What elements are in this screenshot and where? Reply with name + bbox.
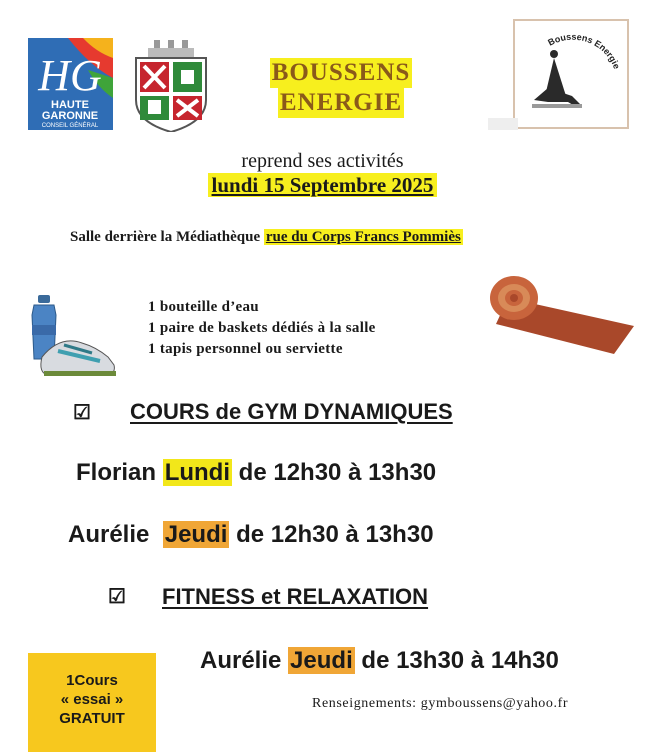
checkbox-icon-fitness: ☑ xyxy=(108,586,126,608)
restart-date-text: lundi 15 Septembre 2025 xyxy=(208,173,438,197)
coach-name: Florian xyxy=(76,459,157,486)
location-prefix: Salle derrière la Médiathèque xyxy=(70,229,261,245)
svg-text:HAUTE: HAUTE xyxy=(51,99,89,111)
club-title xyxy=(252,58,430,118)
item-water-bottle: 1 bouteille d’eau xyxy=(148,299,259,315)
session-day: Jeudi xyxy=(164,521,228,548)
session-day: Lundi xyxy=(164,459,230,486)
title-line-2: ENERGIE xyxy=(279,89,403,116)
session-time: de 13h30 à 14h30 xyxy=(361,647,559,674)
reprend-text: reprend ses activités xyxy=(241,150,404,172)
hg-letters: HG xyxy=(38,51,102,100)
session-time: de 12h30 à 13h30 xyxy=(238,459,437,486)
boussens-energie-logo xyxy=(488,18,630,130)
session-aurelie-gym xyxy=(68,521,434,549)
session-time: de 12h30 à 13h30 xyxy=(236,521,434,548)
item-mat-towel: 1 tapis personnel ou serviette xyxy=(148,341,343,357)
boussens-coat-of-arms xyxy=(132,40,210,132)
coach-name: Aurélie xyxy=(200,647,282,674)
svg-text:GARONNE: GARONNE xyxy=(41,110,99,122)
svg-text:Boussens Energie: Boussens Energie xyxy=(546,31,622,71)
svg-text:CONSEIL GÉNÉRAL: CONSEIL GÉNÉRAL xyxy=(41,123,99,129)
items-to-bring xyxy=(148,297,376,360)
fitness-title: FITNESS et RELAXATION xyxy=(162,584,429,609)
session-florian xyxy=(76,459,436,487)
cours-title: COURS de GYM DYNAMIQUES xyxy=(130,399,453,424)
session-day: Jeudi xyxy=(290,647,353,674)
restart-date xyxy=(0,173,645,198)
haute-garonne-logo xyxy=(28,38,113,130)
location-line xyxy=(70,229,463,246)
contact-info: Renseignements: gymboussens@yahoo.fr xyxy=(312,696,569,711)
coach-name: Aurélie xyxy=(68,521,150,548)
yoga-mat-icon xyxy=(488,268,634,356)
session-aurelie-fitness xyxy=(200,647,559,675)
checkbox-icon-cours: ☑ xyxy=(73,402,91,424)
water-bottle-sneaker-icon xyxy=(30,295,120,377)
item-sneakers: 1 paire de baskets dédiés à la salle xyxy=(148,320,376,336)
title-line-1: BOUSSENS xyxy=(271,59,411,86)
location-street: rue du Corps Francs Pommiès xyxy=(265,229,461,245)
free-trial-badge: 1Cours « essai » GRATUIT xyxy=(28,653,156,752)
